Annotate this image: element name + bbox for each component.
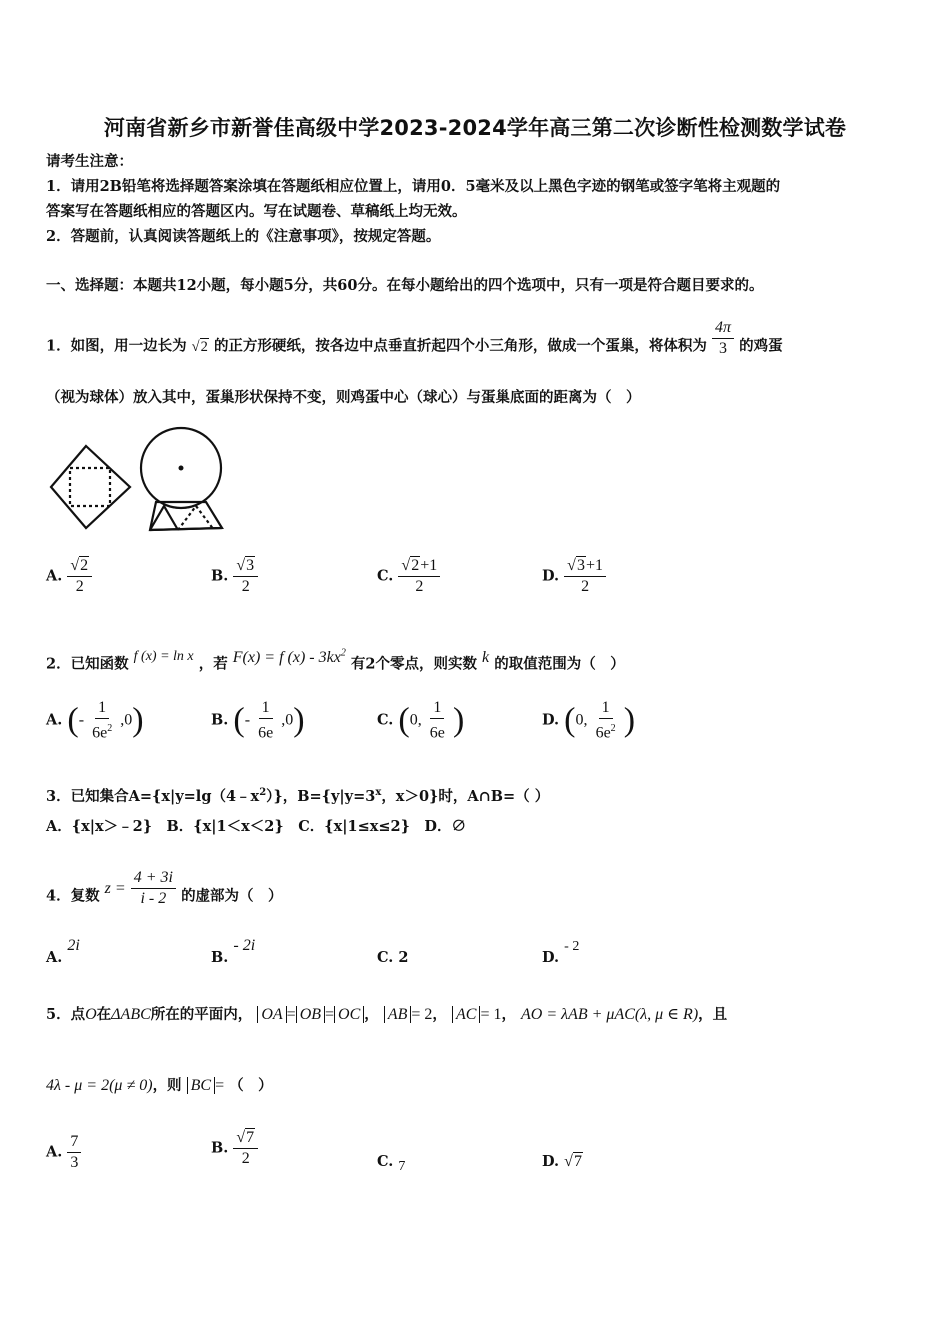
question-1-stem-line-2: （视为球体）放入其中，蛋巢形状保持不变，则鸡蛋中心（球心）与蛋巢底面的距离为（ ） [46,389,641,406]
q5-option-b[interactable]: B. $\frac{√7}{2}$ [211,1128,258,1169]
q1-option-a[interactable]: A. $\frac{√2}{2}$ [46,556,92,597]
q2-option-d[interactable]: D. (0, $\frac{1}{6e^2}$ ) [542,699,636,742]
notice-item-1-line-2: 答案写在答题纸相应的答题区内。写在试题卷、草稿纸上均无效。 [46,203,467,220]
q4-option-b[interactable]: B. - 2i [211,937,256,966]
q4-option-d[interactable]: D. - 2 [542,939,580,966]
question-1-stem: 1．如图，用一边长为 √2 的正方形硬纸，按各边中点垂直折起四个小三角形，做成一个蛋巢，将体积为 $\frac{4\pi}{3}$ 的鸡蛋 [46,319,783,357]
q5-option-c[interactable]: C. 7 [377,1153,406,1174]
question-5-stem: 5．点O在ΔABC所在的平面内， OA = OB = OC ， AB = 2， AC = 1， AO = λAB + μAC(λ, μ ∈ R)，且 [46,1006,728,1023]
notice-item-1-line-1: 1．请用2B铅笔将选择题答案涂填在答题纸相应位置上，请用0．5毫米及以上黑色字迹的钢笔或签字笔将主观题的 [46,178,781,195]
sphere-center-dot [179,466,184,471]
q1-option-d[interactable]: D. $\frac{√3+1}{2}$ [542,556,606,597]
question-2-stem: 2．已知函数 f (x) = ln x ，若 F(x) = f $(x) - 3kx^2$ 有2个零点，则实数 k 的取值范围为（ ） [46,648,625,673]
question-3-stem: 3．已知集合$A=\{x|y=\lg(4﹣x^2)\}$，$B=\{y|y=3^x$，x＞0}时，A∩B=（ ） [46,787,550,805]
q4-option-c[interactable]: C. 2 [377,949,409,966]
nest-fold-right [178,506,214,530]
egg-nest-figure [46,420,236,540]
question-5-stem-line-2: 4λ - μ = 2(μ ≠ 0)，则 BC = （ ） [46,1077,273,1094]
q2-option-a[interactable]: A. (- $\frac{1}{6e^2}$ ,0) [46,699,144,742]
notice-heading: 请考生注意： [46,153,133,170]
folded-square-outline [51,446,130,528]
inner-square-dotted [70,468,110,506]
q1-option-c[interactable]: C. $\frac{√2+1}{2}$ [377,556,440,597]
q4-option-a[interactable]: A. 2i [46,937,80,966]
page-title: 河南省新乡市新誉佳高级中学2023-2024学年高三第二次诊断性检测数学试卷 [103,116,847,140]
question-3-options[interactable]: A．{x|x＞﹣2} B．{x|1＜x＜2} C．{x|1≤x≤2} D．∅ [46,818,467,835]
q5-option-a[interactable]: A. $\frac{7}{3}$ [46,1132,81,1173]
sqrt-side: √2 [191,338,208,355]
notice-item-2: 2．答题前，认真阅读答题纸上的《注意事项》，按规定答题。 [46,228,441,245]
q1-option-b[interactable]: B. $\frac{√3}{2}$ [211,556,258,597]
q2-option-c[interactable]: C. (0, $\frac{1}{6e}$ ) [377,699,465,742]
q5-option-d[interactable]: D. √7 [542,1153,582,1170]
volume-fraction: $\frac{4\pi}{3}$ [712,318,734,359]
q2-option-b[interactable]: B. (- $\frac{1}{6e}$ ,0) [211,699,305,742]
question-4-stem: 4．复数 z = $\frac{4 + 3i}{i - 2}$ 的虚部为（ ） [46,869,283,907]
section-1-heading: 一、选择题：本题共12小题，每小题5分，共60分。在每小题给出的四个选项中，只有一项是符合题目要求的。 [46,277,764,294]
F-function: F(x) = f $(x) - 3kx^2$ [232,648,346,667]
